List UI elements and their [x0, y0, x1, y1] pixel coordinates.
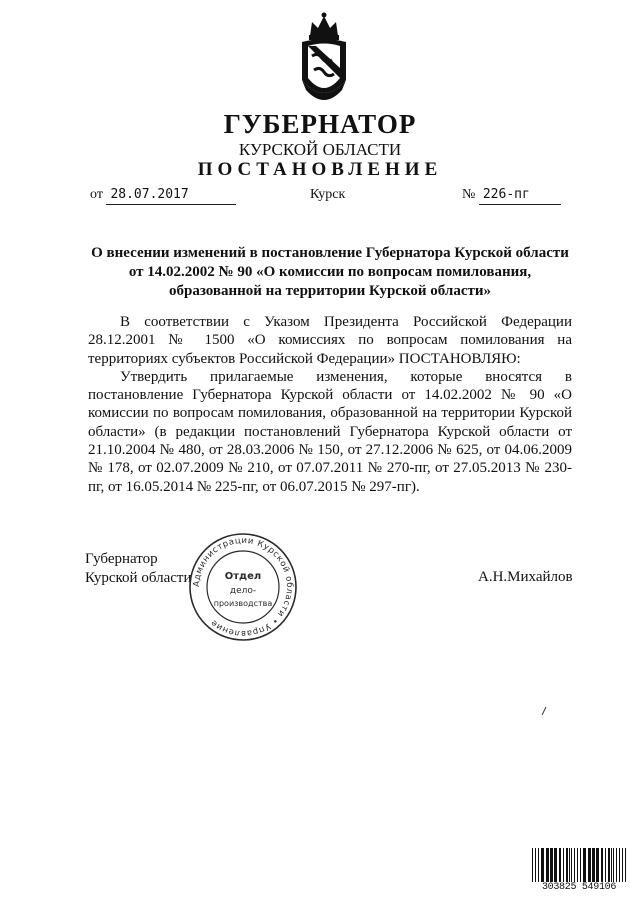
signature-name: А.Н.Михайлов: [478, 569, 573, 585]
barcode-icon: [531, 848, 627, 882]
title-doc-type: ПОСТАНОВЛЕНИЕ: [197, 159, 443, 180]
barcode-bar: [554, 848, 557, 882]
stamp-ring-text: Администрации Курской области • Управление: [191, 535, 295, 639]
barcode-bar: [625, 848, 626, 882]
document-body: [88, 313, 572, 496]
tick-mark-icon: [541, 706, 547, 716]
date-value: 28.07.2017: [106, 186, 236, 205]
barcode-bar: [541, 848, 544, 882]
barcode-bar: [532, 848, 533, 882]
document-date: [90, 186, 236, 205]
stamp-center-text: производства: [213, 599, 273, 608]
barcode-bar: [538, 848, 539, 882]
coat-of-arms-icon: [298, 10, 350, 110]
barcode-bar: [605, 848, 606, 882]
barcode-number: 303825 549106: [541, 882, 617, 893]
document-subject: [80, 244, 580, 301]
barcode-bar: [596, 848, 599, 882]
barcode-bar: [550, 848, 553, 882]
barcode-bar: [559, 848, 561, 882]
signature-position: [85, 550, 191, 588]
number-value: 226-пг: [479, 186, 561, 205]
barcode-bar: [611, 848, 612, 882]
barcode-bar: [574, 848, 575, 882]
body-paragraph: Утвердить прилагаемые изменения, которые вносятся в постановление Губернатора Курской области от 14.02.2002 № 90 «О комиссии по вопросам помилования, образованной на территории Курской области» (в редакции постановлений Губернатора Курской области от 21.10.2004 № 480, от 28.03.2006 № 150, от 27.12.2006 № 625, от 04.06.2009 № 178, от 02.07.2009 № 210, от 07.07.2011 № 270-пг, от 27.05.2013 № 230-пг, от 16.05.2014 № 225-пг, от 06.07.2015 № 297-пг).: [88, 368, 572, 495]
barcode-bar: [546, 848, 549, 882]
subject-line: О внесении изменений в постановление Губернатора Курской области: [91, 245, 569, 261]
barcode-bar: [583, 848, 586, 882]
barcode-bar: [588, 848, 591, 882]
barcode-bar: [580, 848, 581, 882]
subject-line: образованной на территории Курской области»: [168, 283, 492, 299]
barcode-bar: [577, 848, 578, 882]
body-paragraph: В соответствии с Указом Президента Российской Федерации 28.12.2001 № 1500 «О комиссиях по вопросам помилования на территориях субъектов Российской Федерации» ПОСТАНОВЛЯЮ:: [88, 314, 572, 367]
barcode-bar: [616, 848, 617, 882]
subject-line: от 14.02.2002 № 90 «О комиссии по вопросам помилования,: [128, 264, 532, 280]
number-prefix: №: [462, 187, 476, 202]
stamp-center-text: дело-: [229, 586, 257, 596]
signature-position-line: Губернатор: [85, 551, 158, 567]
title-region: КУРСКОЙ ОБЛАСТИ: [238, 140, 402, 159]
barcode-bar: [535, 848, 536, 882]
office-stamp: [187, 531, 299, 643]
date-prefix: от: [90, 187, 103, 202]
stamp-center-text: Отдел: [224, 571, 262, 582]
barcode-bar: [563, 848, 564, 882]
barcode-bar: [566, 848, 568, 882]
document-number: [462, 186, 561, 205]
barcode-bar: [571, 848, 572, 882]
barcode: [531, 848, 627, 894]
barcode-bar: [592, 848, 595, 882]
barcode-bar: [622, 848, 623, 882]
barcode-bar: [613, 848, 614, 882]
barcode-bar: [569, 848, 570, 882]
document-city: Курск: [310, 187, 346, 202]
barcode-bar: [601, 848, 603, 882]
barcode-bar: [608, 848, 610, 882]
title-governor: ГУБЕРНАТОР: [223, 109, 417, 139]
signature-position-line: Курской области: [85, 570, 192, 586]
barcode-bar: [619, 848, 620, 882]
